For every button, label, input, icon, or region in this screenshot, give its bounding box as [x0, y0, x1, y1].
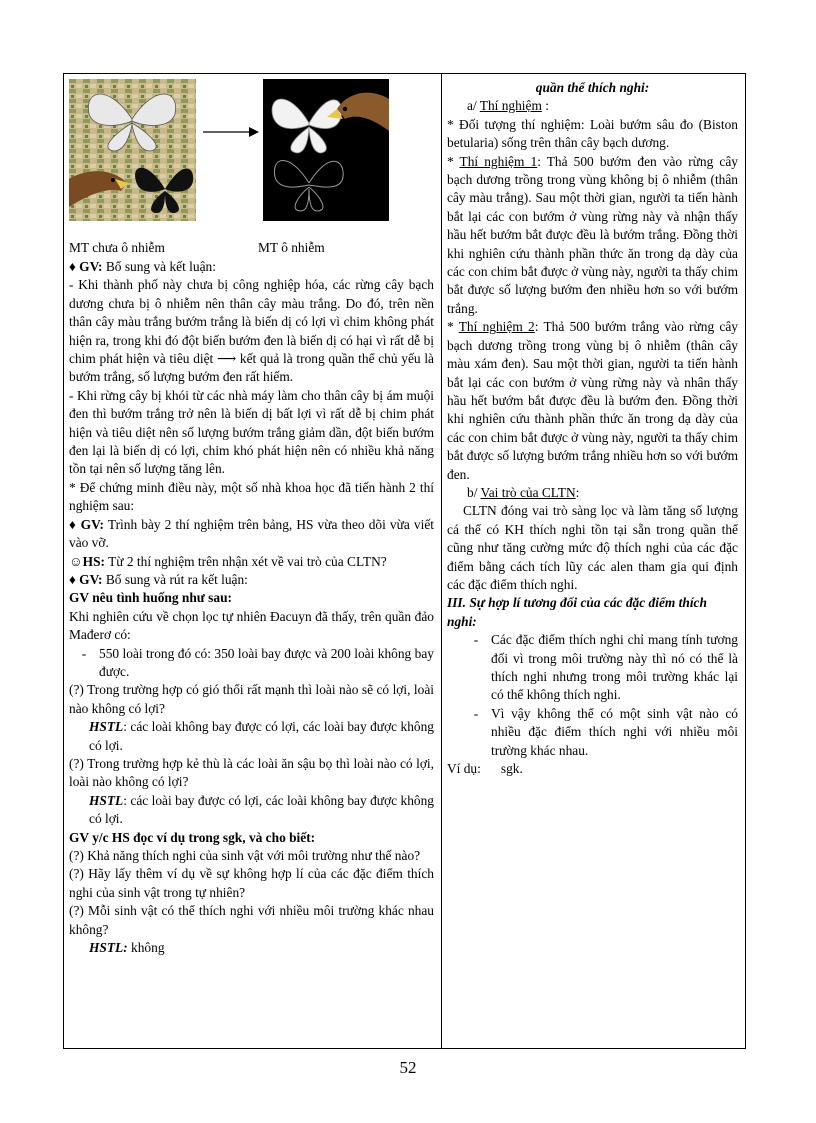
gv-present: [69, 516, 434, 553]
answer-wind: [69, 718, 434, 755]
caption-unpolluted: MT chưa ô nhiễm: [69, 240, 165, 255]
list-text: Vì vậy không thể có một sinh vật nào có nhiều đặc điểm thích nghi với nhiều môi trường khác nhau.: [491, 705, 738, 758]
heading-adaptive-population: quần thể thích nghi:: [535, 80, 650, 95]
gv-text: Bổ sung và rút ra kết luận:: [102, 571, 248, 587]
example-line: [447, 760, 738, 778]
gv-label: ♦ GV:: [69, 259, 103, 274]
experiment-1: [447, 153, 738, 319]
paragraph-experiments-intro: * Để chứng minh điều này, một số nhà khoa học đã tiến hành 2 thí nghiệm sau:: [69, 479, 434, 514]
star: *: [447, 319, 459, 335]
heading-situation: GV nêu tình huống như sau:: [69, 590, 232, 606]
figure-captions: [69, 239, 434, 258]
experiment-2: [447, 318, 738, 484]
list-text: 550 loài trong đó có: 350 loài bay được và 200 loài không bay được.: [99, 645, 434, 679]
column-divider: [441, 73, 442, 1049]
list-text: Các đặc điểm thích nghi chỉ mang tính tương đối vì trong môi trường này thì nó có thể là thích nghi nhưng trong môi trường khác lại có thể không thích nghi.: [491, 632, 738, 703]
question-multiple-env: (?) Mỗi sinh vật có thể thích nghi với nhiều môi trường khác nhau không?: [69, 903, 434, 937]
exp-label: Thí nghiệm 1: [459, 153, 538, 169]
list-dash: -: [473, 632, 479, 648]
polluted-environment-image: [263, 79, 389, 221]
hstl-text: : các loài không bay được có lợi, các loài bay được không có lợi.: [89, 719, 434, 753]
exp-label: Thí nghiệm 2: [458, 319, 535, 335]
gv-text: Trình bày 2 thí nghiệm trên bảng, HS vừa theo dõi vừa viết vào vỡ.: [69, 516, 434, 551]
role-paragraph: CLTN đóng vai trò sàng lọc và làm tăng số lượng cá thể có KH thích nghi tồn tại sẵn trong quần thể cũng như tăng cường mức độ thích nghi của các đặc điểm bằng cách tích lũy các alen tham gia qui định các đặc điểm thích nghi.: [447, 503, 738, 592]
hs-label: ☺HS:: [69, 553, 105, 569]
gv-conclusion-1: [69, 258, 434, 276]
sub-title: Vai trò của CLTN: [480, 484, 576, 500]
list-dash: -: [473, 705, 479, 721]
example-label: Ví dụ:: [447, 761, 481, 777]
question-wind: (?) Trong trường hợp có gió thổi rất mạnh thì loài nào sẽ có lợi, loài nào không có lợi?: [69, 682, 434, 716]
gv-conclusion-2: [69, 571, 434, 589]
sub-prefix: a/: [467, 98, 480, 114]
list-item: [447, 705, 738, 760]
hs-text: Từ 2 thí nghiệm trên nhận xét về vai trò của CLTN?: [105, 553, 387, 569]
sub-prefix: b/: [467, 484, 481, 500]
gv-text: Bổ sung và kết luận:: [102, 259, 216, 274]
answer-predator: [69, 792, 434, 829]
hstl-label: HSTL: [89, 792, 124, 808]
hstl-text: : các loài bay được có lợi, các loài không bay được không có lợi.: [89, 792, 434, 827]
arrow-icon: [203, 125, 259, 139]
list-dash: -: [81, 645, 87, 661]
exp-text: : Thả 500 bướm trắng vào rừng cây bạch dương trồng trong vùng bị ô nhiễm (thân cây màu xám đen). Sau một thời gian, người ta tiến hành bắt lại các con bướm ở vùng rừng này và nhân thấy hầu hết bướm bắt được đều là bướm đen. Đồng thời khi nghiên cứu thành phần thức ăn trong dạ dày của các con chim bắt được ở vùng này, người ta thấy chim bắt được số lượng bướm trắng nhiều hơn so với bướm đen.: [447, 319, 738, 482]
question-example: (?) Hãy lấy thêm ví dụ về sự không hợp lí của các đặc điểm thích nghi của sinh vật trong tự nhiên?: [69, 866, 434, 900]
star: *: [447, 153, 460, 169]
paragraph-darwin: Khi nghiên cứu về chọn lọc tự nhiên Đacuyn đã thấy, trên quần đảo Mađerơ có:: [69, 608, 434, 643]
gv-label: ♦ GV:: [69, 516, 104, 532]
sub-suffix: :: [541, 98, 549, 114]
subheading-experiment: [447, 97, 738, 115]
sub-title: Thí nghiệm: [479, 98, 542, 114]
moth-figures: [69, 79, 434, 239]
hstl-text: không: [127, 940, 165, 956]
list-item: [447, 631, 738, 705]
question-adaptation: (?) Khả năng thích nghi của sinh vật với môi trường như thế nào?: [69, 848, 421, 863]
page-number: 52: [399, 1058, 417, 1077]
list-item: [69, 645, 434, 682]
experiment-object: * Đối tượng thí nghiệm: Loài bướm sâu đo (Biston betularia) sống trên thân cây bạch dương.: [447, 116, 738, 151]
sub-suffix: :: [575, 484, 580, 500]
exp-text: : Thả 500 bướm đen vào rừng cây bạch dương trồng trong vùng không bị ô nhiễm (thân cây màu trắng). Sau một thời gian, người ta tiến hành bắt lại các con bướm ở vùng rừng này và nhận thấy hầu hết bướm bắt được đều là bướm trắng. Đồng thời khi nghiên cứu thành phần thức ăn trong dạ dày của các con chim bắt được ở vùng này, người ta thấy chim bắt được số lượng bướm đen nhiều hơn so với bướm trắng.: [447, 153, 738, 316]
heading-read-example: GV y/c HS đọc ví dụ trong sgk, và cho biết:: [69, 829, 316, 845]
section-3-heading: III. Sự hợp lí tương đối của các đặc điểm thích nghi:: [447, 595, 707, 629]
hstl-label: HSTL: [89, 719, 124, 735]
hstl-label: HSTL:: [89, 940, 128, 956]
left-column: [69, 79, 434, 957]
unpolluted-environment-image: [69, 79, 196, 221]
example-text: sgk.: [500, 761, 523, 777]
right-column: [447, 79, 738, 778]
answer-multiple-env: [69, 939, 434, 957]
question-predator: (?) Trong trường hợp kẻ thù là các loài ăn sậu bọ thì loài nào có lợi, loài nào không có lợi?: [69, 755, 434, 790]
caption-polluted: MT ô nhiễm: [258, 240, 325, 255]
paragraph-unpolluted: - Khi thành phố này chưa bị công nghiệp hóa, các rừng cây bạch dương chưa bị ô nhiễm nên thân cây màu trắng. Do đó, trên nền thân cây màu trắng bướm trắng là biến dị có lợi vì chim không phát hiện ra, trong khi đó đột biến bướm đen là biến dị có hại vì rất dễ bị chim phát hiện và tiêu diệt ⟶ kết quả là trong quần thể chủ yếu là bướm trắng, số lượng bướm đen rất hiếm.: [69, 277, 434, 385]
paragraph-polluted: - Khi rừng cây bị khói từ các nhà máy làm cho thân cây bị ám muội đen thì bướm trắng trở nên là biến dị bất lợi vì rất dễ bị chim phát hiện và tiêu diệt nên số lượng bướm trắng giảm dần, đột biến bướm đen lại là biến dị có lợi, chim khó phát hiện nên có nhiều khả năng tồn tại nên số lượng tăng lên.: [69, 387, 434, 477]
subheading-role: [447, 484, 738, 502]
gv-label: ♦ GV:: [69, 571, 103, 587]
hs-question: [69, 553, 434, 571]
